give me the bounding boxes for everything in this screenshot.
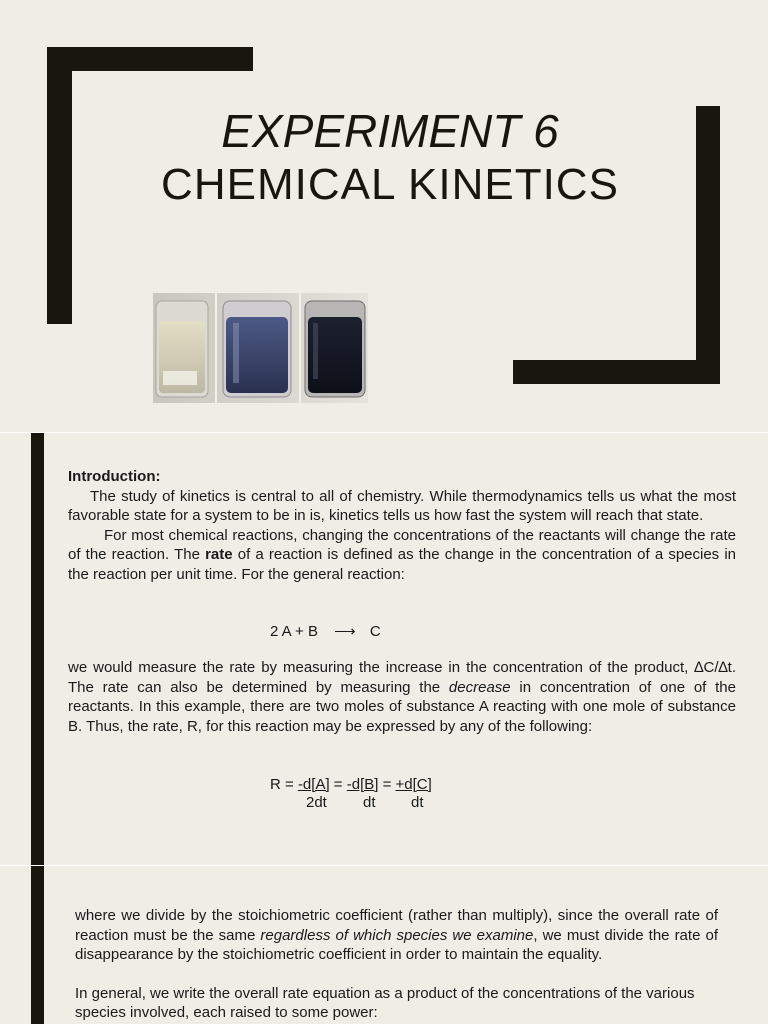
rate-term-a: -d[A] bbox=[297, 776, 330, 793]
continuation-slide bbox=[0, 866, 768, 1024]
left-accent-bar bbox=[31, 433, 44, 865]
rate-term: rate bbox=[205, 546, 233, 563]
paragraph-kinetics: The study of kinetics is central to all of chemistry. While thermodynamics tells us what the most favorable state for a system to be in is, kinetics tells us how fast the system will reach that state. bbox=[68, 487, 736, 524]
emphasis-text: regardless of which species we examine bbox=[260, 926, 534, 944]
beakers-image bbox=[153, 293, 368, 403]
denominator-a: 2dt bbox=[306, 794, 327, 811]
reaction-arrow: ⟶ bbox=[334, 623, 356, 640]
equals-sign: = bbox=[329, 776, 347, 793]
reaction-product: C bbox=[369, 623, 381, 640]
paragraph-text: of a reaction is defined as the change in the concentration of a species in the reaction per unit time. For the general reaction: bbox=[68, 546, 737, 583]
introduction-text bbox=[68, 467, 736, 584]
paragraph-stoichiometry bbox=[75, 906, 718, 965]
introduction-heading: Introduction: bbox=[68, 468, 161, 485]
paragraph-measurement bbox=[68, 658, 736, 736]
paragraph-text: where we divide by the stoichiometric coefficient (rather than multiply), since the overall rate of reaction must be the same bbox=[75, 907, 718, 944]
rate-symbol: R = bbox=[270, 776, 298, 793]
left-accent-bar bbox=[31, 866, 44, 1024]
general-reaction bbox=[270, 622, 381, 640]
beakers-photo bbox=[153, 293, 368, 403]
title-slide bbox=[0, 0, 768, 432]
reaction-reactants: 2 A + B bbox=[270, 623, 318, 640]
corner-frame-top-left-horizontal bbox=[47, 47, 253, 71]
paragraph-text: , we must divide the rate of disappearance by the stoichiometric coefficient in order to maintain the equality. bbox=[75, 926, 718, 963]
paragraph-text: For most chemical reactions, changing the concentrations of the reactants will change the rate of the reaction. The bbox=[68, 526, 736, 563]
paragraph-text: we would measure the rate by measuring the increase in the concentration of the product, ∆C/∆t. The rate can also be determined by measuring the bbox=[68, 659, 736, 696]
denominator-c: dt bbox=[411, 794, 424, 811]
continuation-text bbox=[75, 906, 718, 1023]
measurement-text bbox=[68, 658, 736, 736]
page-subtitle: CHEMICAL KINETICS bbox=[161, 160, 619, 209]
paragraph-rate-equation: In general, we write the overall rate equation as a product of the concentrations of the various species involved, each raised to some power: bbox=[75, 984, 695, 1021]
page-title: EXPERIMENT 6 bbox=[221, 105, 559, 157]
rate-equation bbox=[270, 775, 432, 794]
corner-frame-bottom-right-horizontal bbox=[513, 360, 720, 384]
rate-term-c: +d[C] bbox=[395, 776, 432, 793]
introduction-slide bbox=[0, 433, 768, 865]
denominator-b: dt bbox=[363, 794, 376, 811]
paragraph-text: in concentration of one of the reactants. In this example, there are two moles of substance A reacting with one mole of substance B. Thus, the rate, R, for this reaction may be expressed by any of the following: bbox=[68, 678, 736, 735]
rate-term-b: -d[B] bbox=[346, 776, 379, 793]
equals-sign: = bbox=[378, 776, 396, 793]
paragraph-rate-definition bbox=[68, 526, 736, 585]
decrease-term: decrease bbox=[448, 678, 511, 696]
